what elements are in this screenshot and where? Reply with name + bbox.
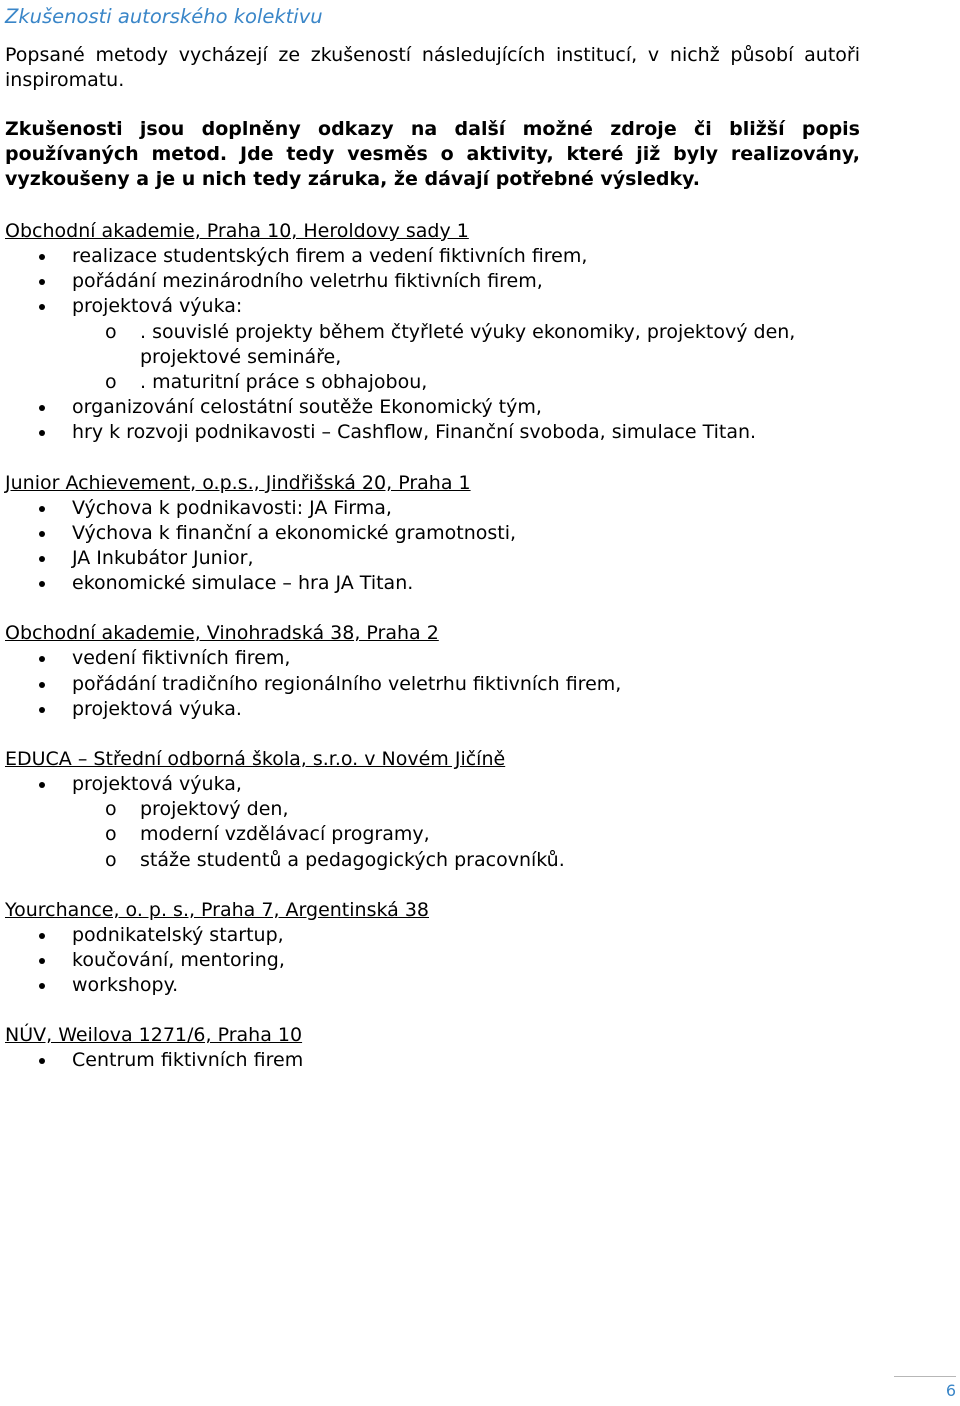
list-item: organizování celostátní soutěže Ekonomický tým,	[5, 395, 860, 420]
section-title: Zkušenosti autorského kolektivu	[5, 5, 323, 28]
list-item: pořádání tradičního regionálního veletrhu fiktivních firem,	[5, 672, 860, 697]
institution-name: Obchodní akademie, Vinohradská 38, Praha 2	[5, 622, 439, 645]
institution-name: Yourchance, o. p. s., Praha 7, Argentinská 38	[5, 898, 429, 921]
activity-list	[5, 772, 860, 873]
institution-name: NÚV, Weilova 1271/6, Praha 10	[5, 1024, 303, 1047]
list-item: hry k rozvoji podnikavosti – Cashflow, Finanční svoboda, simulace Titan.	[5, 420, 860, 445]
list-item: workshopy.	[5, 973, 860, 998]
institution-name: Obchodní akademie, Praha 10, Heroldovy sady 1	[5, 220, 469, 242]
activity-list	[5, 1048, 860, 1073]
activity-list	[5, 923, 860, 999]
list-item: Výchova k finanční a ekonomické gramotnosti,	[5, 521, 860, 546]
list-item: pořádání mezinárodního veletrhu fiktivních firem,	[5, 269, 860, 294]
list-item: Centrum fiktivních firem	[5, 1048, 860, 1073]
activity-list	[5, 244, 860, 446]
list-item: JA Inkubátor Junior,	[5, 546, 860, 571]
institution-junior-achievement	[5, 471, 860, 597]
page-number: 6	[894, 1376, 956, 1400]
institution-yourchance	[5, 898, 860, 999]
institution-name: EDUCA – Střední odborná škola, s.r.o. v Novém Jičíně	[5, 748, 506, 771]
intro-paragraph: Popsané metody vycházejí ze zkušeností následujících institucí, v nichž působí autoři inspiromatu.	[5, 44, 860, 91]
sub-list-item: o projektový den,	[5, 797, 860, 822]
list-item: projektová výuka:	[5, 294, 860, 319]
list-item: realizace studentských firem a vedení fiktivních firem,	[5, 244, 860, 269]
sub-list-item: o moderní vzdělávací programy,	[5, 822, 860, 847]
list-item: vedení fiktivních firem,	[5, 646, 860, 671]
activity-list	[5, 496, 860, 597]
institution-nuv	[5, 1023, 860, 1073]
institution-name: Junior Achievement, o.p.s., Jindřišská 20, Praha 1	[5, 471, 471, 494]
list-item: podnikatelský startup,	[5, 923, 860, 948]
sub-list-item: o . souvislé projekty během čtyřleté výuky ekonomiky, projektový den, projektové semináře,	[5, 320, 860, 370]
sub-list-item: o stáže studentů a pedagogických pracovníků.	[5, 848, 860, 873]
document-page	[5, 4, 860, 1099]
sub-list-item: o . maturitní práce s obhajobou,	[5, 370, 860, 395]
list-item: projektová výuka,	[5, 772, 860, 797]
list-item: Výchova k podnikavosti: JA Firma,	[5, 496, 860, 521]
list-item: ekonomické simulace – hra JA Titan.	[5, 571, 860, 596]
institution-oa-praha2	[5, 621, 860, 722]
institution-educa	[5, 747, 860, 873]
list-item: projektová výuka.	[5, 697, 860, 722]
note-paragraph: Zkušenosti jsou doplněny odkazy na další možné zdroje či bližší popis používaných metod. Jde tedy vesměs o aktivity, které již byly realizovány, vyzkoušeny a je u nich tedy záruka, že dávají potřebné výsledky.	[5, 118, 860, 190]
activity-list	[5, 646, 860, 722]
list-item: koučování, mentoring,	[5, 948, 860, 973]
institution-oa-praha10	[5, 219, 860, 446]
